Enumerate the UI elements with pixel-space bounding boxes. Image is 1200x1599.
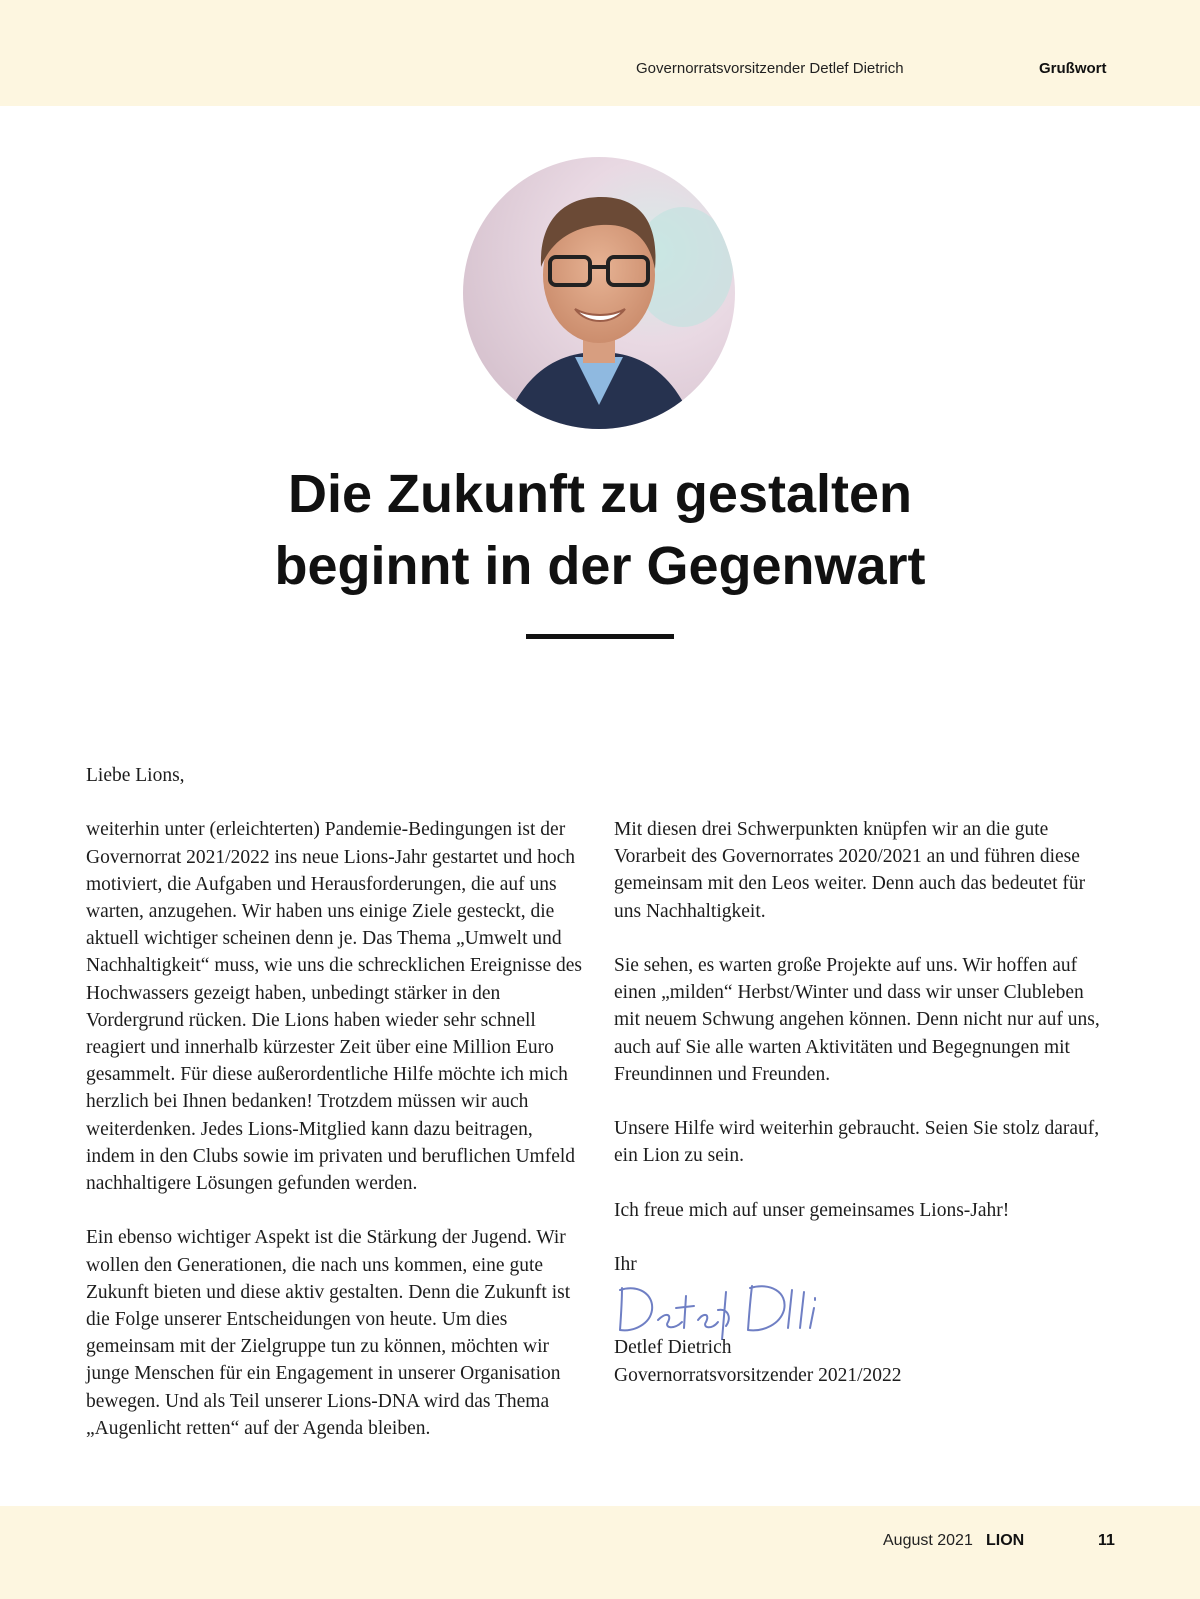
footer-band [0,1506,1200,1599]
closing: Ihr [614,1254,637,1276]
text-column-right [614,816,1114,1389]
text-column-left [86,762,586,1469]
paragraph: Ich freue mich auf unser gemeinsames Lions-Jahr! [614,1199,1010,1221]
header-section: Grußwort [1039,60,1107,77]
footer-date: August 2021 [883,1532,973,1549]
paragraph: Mit diesen drei Schwerpunkten knüpfen wir an die gute Vorarbeit des Governorrates 2020/2021 an und führen diese gemeinsam mit den Leos weiter. Denn auch das bedeutet für uns Nachhaltigkeit. [614,819,1086,922]
signature-role: Governorratsvorsitzender 2021/2022 [614,1364,902,1386]
article-title-line-1: Die Zukunft zu gestalten [287,464,913,524]
paragraph: Ein ebenso wichtiger Aspekt ist die Stärkung der Jugend. Wir wollen den Generationen, die nach uns kommen, eine gute Zukunft bieten und diese aktiv gestalten. Denn die Zukunft ist die Folge unserer Entscheidungen von heute. Um dies gemeinsam mit der Zielgruppe tun zu können, möchten wir junge Menschen für ein Engagement in unserer Organisation bewegen. Und als Teil unserer Lions-DNA wird das Thema „Augenlicht retten“ auf der Agenda bleiben. [86,1227,571,1439]
article-title [0,458,1200,602]
signature-name: Detlef Dietrich [614,1337,732,1359]
article-title-line-2: beginnt in der Gegenwart [274,536,926,596]
paragraph: Sie sehen, es warten große Projekte auf uns. Wir hoffen auf einen „milden“ Herbst/Winter und dass wir unser Clubleben mit neuem Schwung angehen können. Denn nicht nur auf uns, auch auf Sie alle warten Aktivitäten und Begegnungen mit Freundinnen und Freunden. [614,955,1100,1085]
paragraph: Unsere Hilfe wird weiterhin gebraucht. Seien Sie stolz darauf, ein Lion zu sein. [614,1118,1100,1167]
salutation: Liebe Lions, [86,765,185,786]
footer-magazine-name: LION [986,1532,1025,1549]
header-band [0,0,1200,106]
handwritten-signature [614,1278,844,1340]
title-divider [526,634,674,639]
paragraph: weiterhin unter (erleichterten) Pandemie-Bedingungen ist der Governorrat 2021/2022 ins neue Lions-Jahr gestartet und hoch motiviert, die Aufgaben und Herausforderungen, die auf uns warten, anzugehen. Wir haben uns einige Ziele gesteckt, die aktuell wichtiger scheinen denn je. Das Thema „Umwelt und Nachhaltigkeit“ muss, wie uns die schrecklichen Ereignisse des Hochwassers gezeigt haben, unbedingt stärker in den Vordergrund rücken. Die Lions haben wieder sehr schnell reagiert und innerhalb kürzester Zeit über eine Million Euro gesammelt. Für diese außerordentliche Hilfe möchte ich mich herzlich bei Ihnen bedanken! Trotzdem müssen wir auch weiterdenken. Jedes Lions-Mitglied kann dazu beitragen, indem in den Clubs sowie im privaten und beruflichen Umfeld nachhaltigere Lösungen gefunden werden. [86,819,583,1195]
header-author-line: Governorratsvorsitzender Detlef Dietrich [636,60,904,77]
page-number: 11 [1098,1532,1115,1549]
author-portrait [463,157,735,429]
